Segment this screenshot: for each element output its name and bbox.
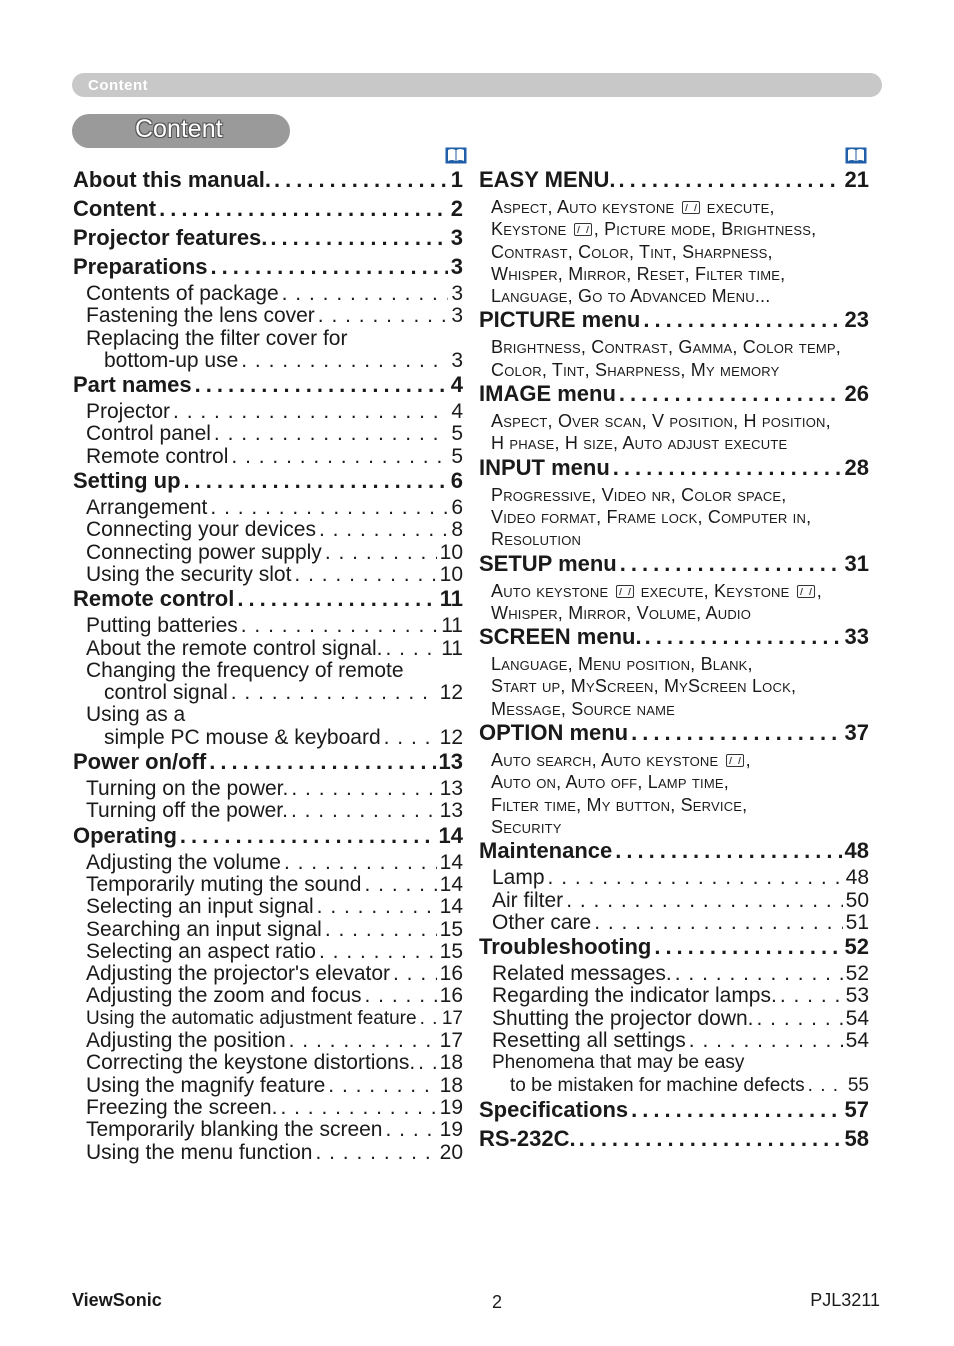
toc-entry-title: Phenomena that may be easy: [492, 1052, 745, 1074]
toc-section[interactable]: [73, 372, 463, 401]
toc-entry[interactable]: [73, 919, 463, 941]
leader-dots: [318, 305, 449, 327]
toc-section[interactable]: [73, 468, 463, 497]
leader-dots: [631, 1097, 841, 1123]
toc-entry[interactable]: [479, 867, 869, 889]
book-icon: [445, 147, 467, 164]
toc-page-number: 20: [439, 1141, 463, 1164]
toc-page-number: 48: [844, 838, 869, 864]
toc-page-number: 6: [451, 497, 463, 520]
toc-section[interactable]: [73, 225, 463, 254]
leader-dots: [619, 167, 842, 193]
leader-dots: [393, 963, 437, 985]
leader-dots: [385, 1119, 436, 1141]
leader-dots: [619, 381, 842, 407]
toc-section[interactable]: [479, 1126, 869, 1155]
toc-page-number: 13: [438, 749, 463, 775]
toc-page-number: 6: [450, 468, 463, 494]
leader-dots: [328, 1075, 436, 1097]
footer-model: PJL3211: [810, 1290, 880, 1310]
leader-dots: [808, 1075, 845, 1097]
toc-entry-title: Connecting your devices: [86, 519, 316, 542]
leader-dots: [209, 749, 435, 775]
toc-page-number: 19: [439, 1096, 463, 1119]
leader-dots: [319, 519, 448, 541]
leader-dots: [579, 1126, 842, 1152]
toc-entry[interactable]: [73, 446, 463, 468]
toc-entry-title: Replacing the filter cover for: [86, 327, 348, 350]
toc-menu-items: Message, Source name: [491, 698, 675, 719]
toc-entry-title: Using the automatic adjustment feature: [86, 1007, 417, 1029]
header-label: Content: [88, 77, 149, 94]
toc-entry-title: About this manual.: [73, 167, 271, 192]
toc-menu-items: Start up, MyScreen, MyScreen Lock,: [491, 676, 797, 697]
toc-entry-title: Projector features.: [73, 225, 268, 250]
leader-dots: [231, 446, 448, 468]
toc-page-number: 48: [845, 867, 869, 890]
toc-page-number: 14: [439, 851, 463, 874]
toc-page-number: 55: [847, 1074, 869, 1096]
toc-entry-title: Searching an input signal: [86, 918, 322, 941]
toc-entry-title: to be mistaken for machine defects: [510, 1074, 805, 1096]
leader-dots: [689, 1030, 843, 1052]
toc-menu-items: Aspect, Auto keystone execute,: [491, 197, 775, 217]
toc-entry[interactable]: [73, 896, 463, 918]
toc-page-number: 13: [439, 800, 463, 823]
toc-section[interactable]: [479, 838, 869, 867]
toc-section[interactable]: [479, 720, 869, 749]
toc-entry-title: Temporarily muting the sound: [86, 873, 362, 896]
toc-section[interactable]: [479, 455, 869, 484]
toc-page-number: 10: [439, 563, 463, 586]
toc-entry[interactable]: [73, 1119, 463, 1141]
leader-dots: [159, 196, 448, 222]
leader-dots: [645, 624, 842, 650]
toc-section[interactable]: [479, 551, 869, 580]
toc-entry-title: Using the security slot: [86, 563, 292, 586]
leader-dots: [325, 919, 437, 941]
toc-entry[interactable]: [73, 1052, 463, 1074]
toc-page-number: 23: [844, 307, 869, 333]
keystone-icon: [682, 201, 700, 214]
toc-page-number: 3: [451, 349, 463, 372]
toc-entry-title: SCREEN menu.: [479, 624, 642, 650]
toc-entry-title: Contents of package: [86, 283, 279, 305]
toc-entry-title: Fastening the lens cover: [86, 305, 315, 328]
toc-entry-title: Maintenance: [479, 838, 613, 864]
toc-page-number: 5: [451, 445, 463, 468]
toc-page-number: 3: [451, 283, 463, 305]
leader-dots: [615, 838, 841, 864]
leader-dots: [418, 1052, 436, 1074]
toc-entry-title: Air filter: [492, 889, 564, 912]
toc-page-number: 11: [439, 586, 463, 612]
toc-page-number: 52: [845, 963, 869, 986]
leader-dots: [241, 350, 448, 372]
toc-page-number: 14: [438, 822, 463, 848]
toc-page-number: 51: [845, 911, 869, 934]
toc-entry-title: Operating: [73, 822, 177, 848]
toc-menu-items: Whisper, Mirror, Volume, Audio: [491, 602, 752, 623]
toc-entry[interactable]: [479, 912, 869, 934]
toc-entry-title: Changing the frequency of remote: [86, 659, 404, 682]
toc-page-number: 10: [439, 541, 463, 564]
toc-entry-title: Other care: [492, 911, 592, 934]
leader-dots: [291, 800, 437, 822]
leader-dots: [315, 1142, 436, 1164]
toc-entry[interactable]: [73, 638, 463, 660]
toc-entry-title: Shutting the projector down.: [492, 1007, 754, 1030]
leader-dots: [780, 985, 843, 1007]
leader-dots: [214, 423, 448, 445]
toc-page-number: 12: [439, 682, 463, 705]
toc-entry-title: Regarding the indicator lamps.: [492, 985, 777, 1008]
toc-entry-title: Arrangement: [86, 497, 208, 520]
toc-entry-title: RS-232C.: [479, 1125, 576, 1151]
toc-page-number: 58: [844, 1125, 869, 1151]
keystone-icon: [616, 585, 634, 598]
toc-entry[interactable]: [479, 890, 869, 912]
toc-entry-title: Turning off the power.: [86, 800, 288, 823]
toc-entry-title: Turning on the power.: [86, 778, 289, 801]
toc-page-number: 18: [439, 1074, 463, 1097]
toc-menu-items: Whisper, Mirror, Reset, Filter time,: [491, 263, 786, 284]
toc-section[interactable]: [73, 167, 463, 196]
toc-page-number: 26: [844, 381, 869, 407]
toc-entry[interactable]: [73, 350, 463, 372]
footer-brand: ViewSonic: [72, 1290, 162, 1310]
toc-page-number: 2: [450, 196, 463, 221]
leader-dots: [237, 586, 436, 612]
toc-entry-title: About the remote control signal.: [86, 637, 383, 660]
toc-entry-title: Using as a: [86, 704, 186, 727]
toc-menu-items: Contrast, Color, Tint, Sharpness,: [491, 241, 773, 262]
toc-entry[interactable]: [73, 283, 463, 305]
toc-page-number: 53: [845, 985, 869, 1008]
title-pill: [72, 114, 290, 148]
leader-dots: [195, 372, 448, 398]
toc-entry-title: Freezing the screen.: [86, 1096, 278, 1119]
toc-menu-items: Color, Tint, Sharpness, My memory: [491, 359, 780, 380]
toc-entry[interactable]: [73, 704, 463, 726]
toc-entry[interactable]: [73, 778, 463, 800]
toc-entry-title: Lamp: [492, 867, 545, 890]
toc-entry-title: Selecting an aspect ratio: [86, 940, 316, 963]
leader-dots: [173, 401, 448, 423]
keystone-icon: [726, 754, 744, 767]
toc-entry[interactable]: [479, 1052, 869, 1074]
toc-menu-items: Filter time, My button, Service,: [491, 794, 748, 815]
leader-dots: [643, 307, 841, 333]
toc-entry-title: PICTURE menu: [479, 307, 641, 333]
toc-entry[interactable]: [73, 941, 463, 963]
toc-page-number: 14: [439, 896, 463, 919]
toc-entry-title: EASY MENU.: [479, 167, 616, 192]
toc-entry-title: Projector: [86, 401, 171, 424]
toc-page-number: 3: [451, 305, 463, 328]
toc-entry-title: Remote control: [73, 586, 235, 612]
leader-dots: [270, 225, 447, 251]
toc-page-number: 8: [451, 519, 463, 542]
toc-page-number: 19: [439, 1119, 463, 1142]
toc-section[interactable]: [479, 1097, 869, 1126]
leader-dots: [757, 1008, 843, 1030]
toc-page-number: 28: [844, 454, 869, 480]
toc-entry[interactable]: [479, 1075, 869, 1097]
toc-page-number: 4: [451, 401, 463, 424]
leader-dots: [180, 823, 436, 849]
toc-section[interactable]: [479, 624, 869, 653]
toc-entry-title: Power on/off: [73, 749, 207, 775]
toc-page-number: 54: [845, 1007, 869, 1030]
keystone-icon: [797, 585, 815, 598]
toc-menu-items: Video format, Frame lock, Computer in,: [491, 506, 812, 527]
toc-entry-title: control signal: [104, 682, 228, 705]
book-icon: [845, 147, 867, 164]
toc-entry[interactable]: [73, 519, 463, 541]
toc-entry-title: OPTION menu: [479, 720, 629, 746]
toc-section[interactable]: [73, 823, 463, 852]
toc-section[interactable]: [479, 934, 869, 963]
toc-entry[interactable]: [73, 1030, 463, 1052]
toc-entry[interactable]: [73, 1075, 463, 1097]
toc-entry[interactable]: [73, 852, 463, 874]
toc-entry[interactable]: [73, 727, 463, 749]
toc-section[interactable]: [479, 307, 869, 336]
toc-page-number: 16: [439, 963, 463, 986]
toc-entry-title: Adjusting the position: [86, 1030, 286, 1053]
toc-entry-title: Using the magnify feature: [86, 1074, 326, 1097]
toc-entry-title: Connecting power supply: [86, 541, 322, 564]
toc-left-column: [73, 167, 463, 1164]
toc-entry[interactable]: [73, 660, 463, 682]
toc-entry-title: Control panel: [86, 423, 211, 446]
leader-dots: [384, 727, 437, 749]
toc-page-number: 16: [439, 985, 463, 1008]
toc-entry-title: simple PC mouse & keyboard: [104, 726, 381, 749]
toc-entry-title: Selecting an input signal: [86, 896, 314, 919]
toc-page-number: 15: [439, 940, 463, 963]
toc-page-number: 15: [439, 918, 463, 941]
leader-dots: [364, 874, 436, 896]
leader-dots: [289, 1030, 437, 1052]
toc-entry-title: SETUP menu: [479, 550, 617, 576]
toc-entry[interactable]: [73, 615, 463, 637]
toc-entry-title: Correcting the keystone distortions.: [86, 1052, 416, 1075]
leader-dots: [325, 542, 437, 564]
toc-menu-items: Security: [491, 816, 562, 837]
toc-menu-items: Language, Go to Advanced Menu...: [491, 286, 771, 307]
leader-dots: [210, 497, 448, 519]
toc-page-number: 50: [845, 889, 869, 912]
toc-page-number: 1: [450, 167, 463, 192]
toc-entry[interactable]: [73, 564, 463, 586]
toc-menu-items: Brightness, Contrast, Gamma, Color temp,: [491, 337, 841, 358]
toc-entry-title: INPUT menu: [479, 454, 610, 480]
leader-dots: [620, 551, 842, 577]
leader-dots: [365, 985, 437, 1007]
toc-entry-title: Using the menu function: [86, 1141, 313, 1164]
toc-page-number: 13: [439, 778, 463, 801]
toc-page-number: 21: [844, 167, 869, 192]
toc-entry-title: Resetting all settings: [492, 1030, 686, 1053]
leader-dots: [631, 720, 841, 746]
toc-entry-title: Related messages.: [492, 963, 672, 986]
leader-dots: [211, 254, 448, 280]
page-title: Content: [135, 115, 223, 143]
toc-page-number: 57: [844, 1096, 869, 1122]
toc-menu-items: Language, Menu position, Blank,: [491, 654, 753, 675]
toc-section[interactable]: [479, 381, 869, 410]
toc-menu-items: Auto search, Auto keystone ,: [491, 750, 751, 771]
toc-entry-title: Troubleshooting: [479, 934, 652, 960]
toc-page-number: 14: [439, 873, 463, 896]
toc-entry[interactable]: [73, 1008, 463, 1030]
toc-entry[interactable]: [73, 423, 463, 445]
toc-entry[interactable]: [73, 682, 463, 704]
toc-menu-items: Progressive, Video nr, Color space,: [491, 484, 787, 505]
leader-dots: [184, 468, 448, 494]
leader-dots: [274, 167, 448, 193]
toc-page-number: 3: [450, 225, 463, 250]
leader-dots: [548, 867, 843, 889]
toc-entry-title: Adjusting the zoom and focus: [86, 985, 362, 1008]
leader-dots: [317, 896, 437, 918]
toc-menu-items: Resolution: [491, 529, 582, 550]
toc-entry[interactable]: [479, 985, 869, 1007]
toc-page-number: 31: [844, 550, 869, 576]
toc-entry[interactable]: [73, 874, 463, 896]
toc-page-number: 3: [450, 254, 463, 279]
toc-section[interactable]: [73, 586, 463, 615]
toc-entry[interactable]: [73, 497, 463, 519]
leader-dots: [675, 963, 843, 985]
toc-page-number: 33: [844, 624, 869, 650]
toc-page-number: 17: [439, 1030, 463, 1053]
toc-entry[interactable]: [73, 800, 463, 822]
toc-entry[interactable]: [73, 985, 463, 1007]
toc-section[interactable]: [73, 254, 463, 283]
toc-page-number: 54: [845, 1030, 869, 1053]
toc-menu-items: Keystone , Picture mode, Brightness,: [491, 219, 817, 240]
toc-entry-title: IMAGE menu: [479, 381, 616, 407]
leader-dots: [613, 455, 842, 481]
toc-entry-title: Setting up: [73, 468, 181, 494]
leader-dots: [319, 941, 437, 963]
toc-entry[interactable]: [479, 1008, 869, 1030]
toc-page-number: 11: [441, 637, 463, 660]
toc-entry[interactable]: [73, 963, 463, 985]
leader-dots: [420, 1008, 439, 1030]
toc-menu-items: H phase, H size, Auto adjust execute: [491, 433, 788, 454]
toc-entry[interactable]: [73, 1142, 463, 1164]
toc-page-number: 52: [844, 934, 869, 960]
leader-dots: [231, 682, 437, 704]
toc-entry[interactable]: [73, 542, 463, 564]
toc-entry-title: Putting batteries: [86, 615, 238, 638]
leader-dots: [282, 283, 449, 305]
toc-section[interactable]: [479, 167, 869, 196]
keystone-icon: [574, 223, 592, 236]
leader-dots: [566, 890, 842, 912]
leader-dots: [241, 615, 438, 637]
toc-entry[interactable]: [73, 305, 463, 327]
toc-entry-title: bottom-up use: [104, 349, 239, 372]
toc-entry-title: Remote control: [86, 445, 229, 468]
toc-entry[interactable]: [73, 401, 463, 423]
toc-entry[interactable]: [73, 1097, 463, 1119]
toc-entry-title: Temporarily blanking the screen: [86, 1119, 383, 1142]
toc-page-number: 5: [451, 423, 463, 446]
toc-entry-title: Adjusting the volume: [86, 851, 281, 874]
leader-dots: [654, 934, 841, 960]
toc-right-column: [479, 167, 869, 1155]
leader-dots: [284, 852, 437, 874]
toc-entry-title: Part names: [73, 372, 192, 398]
toc-menu-items: Auto keystone execute, Keystone ,: [491, 580, 822, 601]
toc-entry-title: Specifications: [479, 1096, 629, 1122]
toc-entry-title: Adjusting the projector's elevator: [86, 963, 391, 986]
leader-dots: [291, 778, 436, 800]
footer-page-number: 2: [492, 1292, 503, 1312]
leader-dots: [280, 1097, 436, 1119]
leader-dots: [294, 564, 436, 586]
header-bar: [72, 73, 882, 97]
leader-dots: [594, 912, 842, 934]
toc-page-number: 37: [844, 720, 869, 746]
toc-page-number: 18: [439, 1052, 463, 1075]
toc-entry[interactable]: [479, 963, 869, 985]
toc-entry[interactable]: [479, 1030, 869, 1052]
toc-page-number: 4: [450, 372, 463, 398]
toc-entry[interactable]: [73, 328, 463, 350]
toc-entry-title: Content: [73, 196, 157, 221]
leader-dots: [386, 638, 439, 660]
toc-page-number: 11: [441, 615, 463, 638]
toc-menu-items: Aspect, Over scan, V position, H position,: [491, 411, 831, 432]
toc-menu-items: Auto on, Auto off, Lamp time,: [491, 772, 729, 793]
toc-page-number: 17: [441, 1007, 463, 1029]
toc-section[interactable]: [73, 196, 463, 225]
toc-entry-title: Preparations: [73, 254, 208, 279]
toc-section[interactable]: [73, 749, 463, 778]
toc-page-number: 12: [439, 726, 463, 749]
